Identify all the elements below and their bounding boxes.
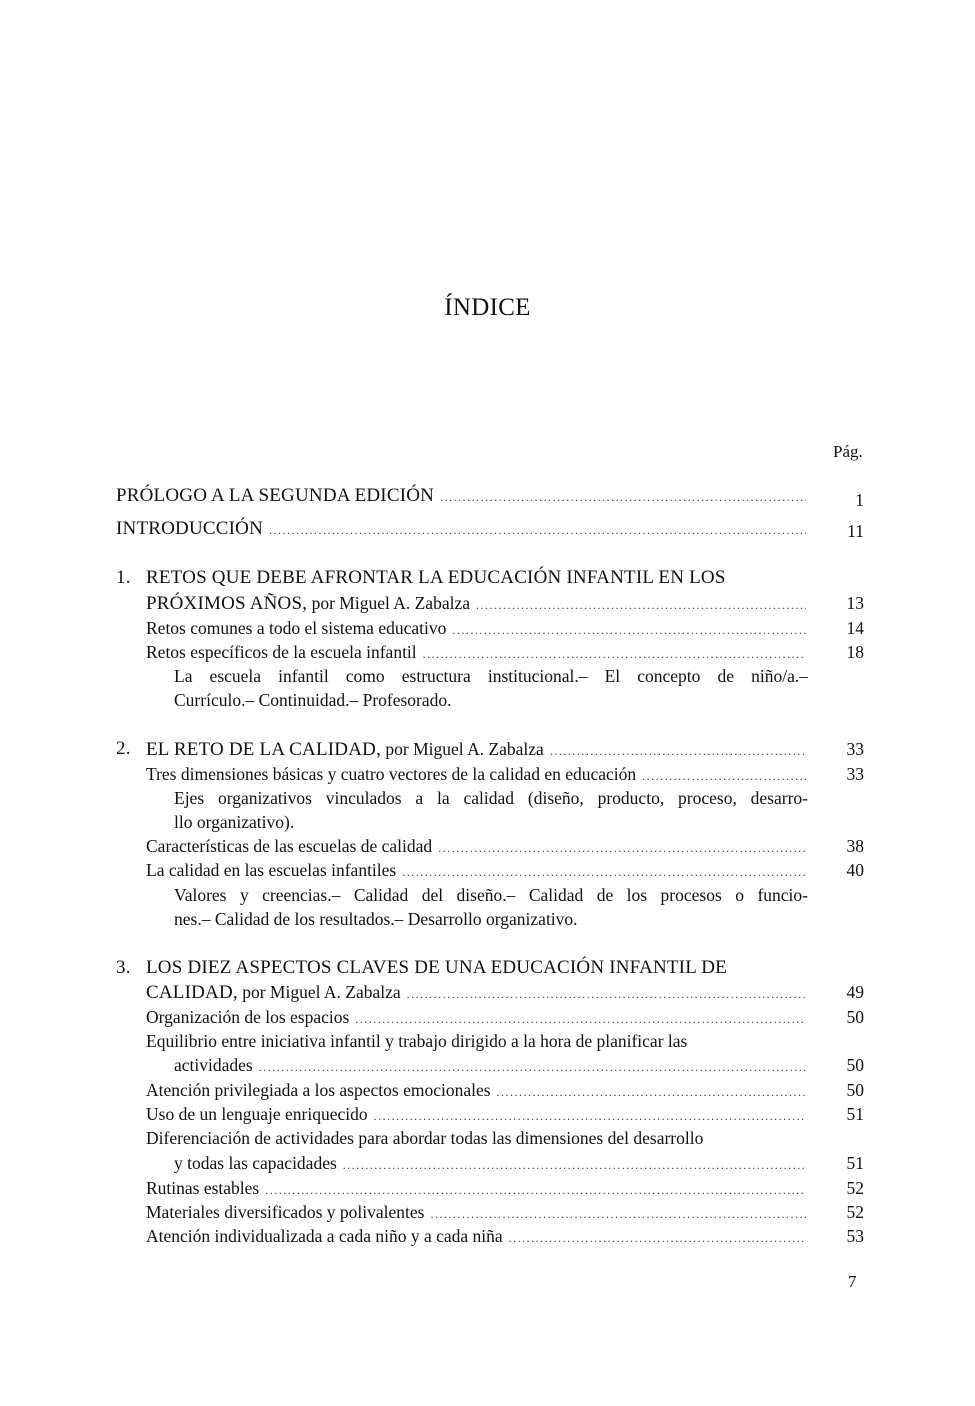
toc-page-number: 13 [846,593,864,613]
toc-entry-introduccion[interactable] [116,517,812,541]
toc-section[interactable] [146,1224,812,1248]
chapter-author: por Miguel A. Zabalza [242,982,401,1002]
toc-page-number: 18 [846,642,864,662]
leader-dots [423,642,806,666]
leader-dots [430,1202,806,1226]
toc-entry-text: Uso de un lenguaje enriquecido [146,1104,368,1124]
chapter-number: 2. [116,738,131,759]
toc-section[interactable] [174,1151,812,1175]
toc-page-number: 50 [846,1080,864,1100]
leader-dots [355,1007,806,1031]
toc-section[interactable] [146,1102,812,1126]
toc-page-number: 51 [846,1153,864,1173]
toc-section[interactable] [146,616,812,640]
toc-entry-text: Tres dimensiones básicas y cuatro vectores de la calidad en educación [146,764,637,784]
toc-page-number: 52 [846,1202,864,1222]
toc-page-number: 53 [846,1226,864,1246]
chapter-title-continued: PRÓXIMOS AÑOS, [146,593,308,614]
page-column-label: Pág. [833,442,863,461]
toc-page-number: 51 [846,1104,864,1124]
toc-subtopics: nes.– Calidad de los resultados.– Desarrollo organizativo. [174,909,578,929]
leader-dots [343,1153,806,1177]
leader-dots [509,1226,806,1250]
toc-entry-text: Materiales diversificados y polivalentes [146,1202,425,1222]
toc-section[interactable] [146,640,812,664]
toc-entry-chapter-3[interactable] [146,980,812,1004]
chapter-title-continued: CALIDAD, [146,982,238,1003]
toc-section[interactable] [146,858,812,882]
toc-subtopics: Valores y creencias.– Calidad del diseño.– Calidad de los procesos o funcio- [174,885,808,905]
toc-page-number: 52 [846,1178,864,1198]
toc-page-number: 49 [846,982,864,1002]
toc-page-number: 40 [846,860,864,880]
leader-dots [642,764,806,788]
toc-page-number: 38 [846,836,864,856]
leader-dots [476,593,806,617]
leader-dots [438,836,806,860]
toc-section[interactable] [146,1078,812,1102]
toc-subtopics: Currículo.– Continuidad.– Profesorado. [174,690,452,710]
toc-entry-text: La calidad en las escuelas infantiles [146,860,397,880]
toc-page-number: 50 [846,1007,864,1027]
toc-entry-text: Características de las escuelas de calidad [146,836,433,856]
toc-subtopics: llo organizativo). [174,812,295,832]
chapter-author: por Miguel A. Zabalza [385,739,544,759]
toc-page-number: 33 [846,739,864,759]
page-title: ÍNDICE [444,294,531,321]
toc-entry-text: INTRODUCCIÓN [116,518,264,539]
toc-page-number: 33 [846,764,864,784]
toc-section[interactable] [146,1176,812,1200]
toc-page-number: 14 [846,618,864,638]
toc-entry-text: PRÓLOGO A LA SEGUNDA EDICIÓN [116,485,435,506]
toc-entry-text: Atención individualizada a cada niño y a cada niña [146,1226,503,1246]
toc-page-number: 1 [855,490,864,510]
leader-dots [452,618,806,642]
toc-section[interactable] [146,762,812,786]
leader-dots [265,1178,806,1202]
chapter-title[interactable]: LOS DIEZ ASPECTOS CLAVES DE UNA EDUCACIÓN INFANTIL DE [146,957,727,978]
toc-section[interactable] [146,1005,812,1029]
toc-entry-text: actividades [174,1055,253,1075]
toc-entry-text: Atención privilegiada a los aspectos emocionales [146,1080,491,1100]
leader-dots [374,1104,806,1128]
toc-entry-text: y todas las capacidades [174,1153,337,1173]
chapter-number: 3. [116,957,131,978]
toc-entry-chapter-1[interactable] [146,591,812,615]
toc-section-line[interactable]: Equilibrio entre iniciativa infantil y trabajo dirigido a la hora de planificar las [146,1031,688,1051]
toc-section[interactable] [146,1200,812,1224]
chapter-title[interactable]: RETOS QUE DEBE AFRONTAR LA EDUCACIÓN INFANTIL EN LOS [146,567,726,588]
toc-entry-text: Retos específicos de la escuela infantil [146,642,417,662]
chapter-title: EL RETO DE LA CALIDAD, [146,739,382,760]
toc-subtopics: La escuela infantil como estructura institucional.– El concepto de niño/a.– [174,666,808,686]
toc-section[interactable] [146,834,812,858]
leader-dots [550,739,806,763]
toc-entry-text: Organización de los espacios [146,1007,350,1027]
leader-dots [259,1055,806,1079]
page-folio-number: 7 [848,1272,857,1291]
leader-dots [402,860,806,884]
toc-page-number: 50 [846,1055,864,1075]
chapter-number: 1. [116,567,131,588]
toc-entry-text: Retos comunes a todo el sistema educativo [146,618,447,638]
leader-dots [440,485,806,509]
leader-dots [497,1080,806,1104]
leader-dots [407,982,806,1006]
toc-entry-prologo[interactable] [116,484,812,508]
toc-section-line[interactable]: Diferenciación de actividades para abordar todas las dimensiones del desarrollo [146,1128,704,1148]
leader-dots [269,518,806,542]
toc-section[interactable] [174,1053,812,1077]
chapter-author: por Miguel A. Zabalza [311,593,470,613]
toc-entry-chapter-2[interactable] [146,737,812,761]
toc-subtopics: Ejes organizativos vinculados a la calidad (diseño, producto, proceso, desarro- [174,788,808,808]
toc-entry-text: Rutinas estables [146,1178,260,1198]
toc-page-number: 11 [847,521,864,541]
